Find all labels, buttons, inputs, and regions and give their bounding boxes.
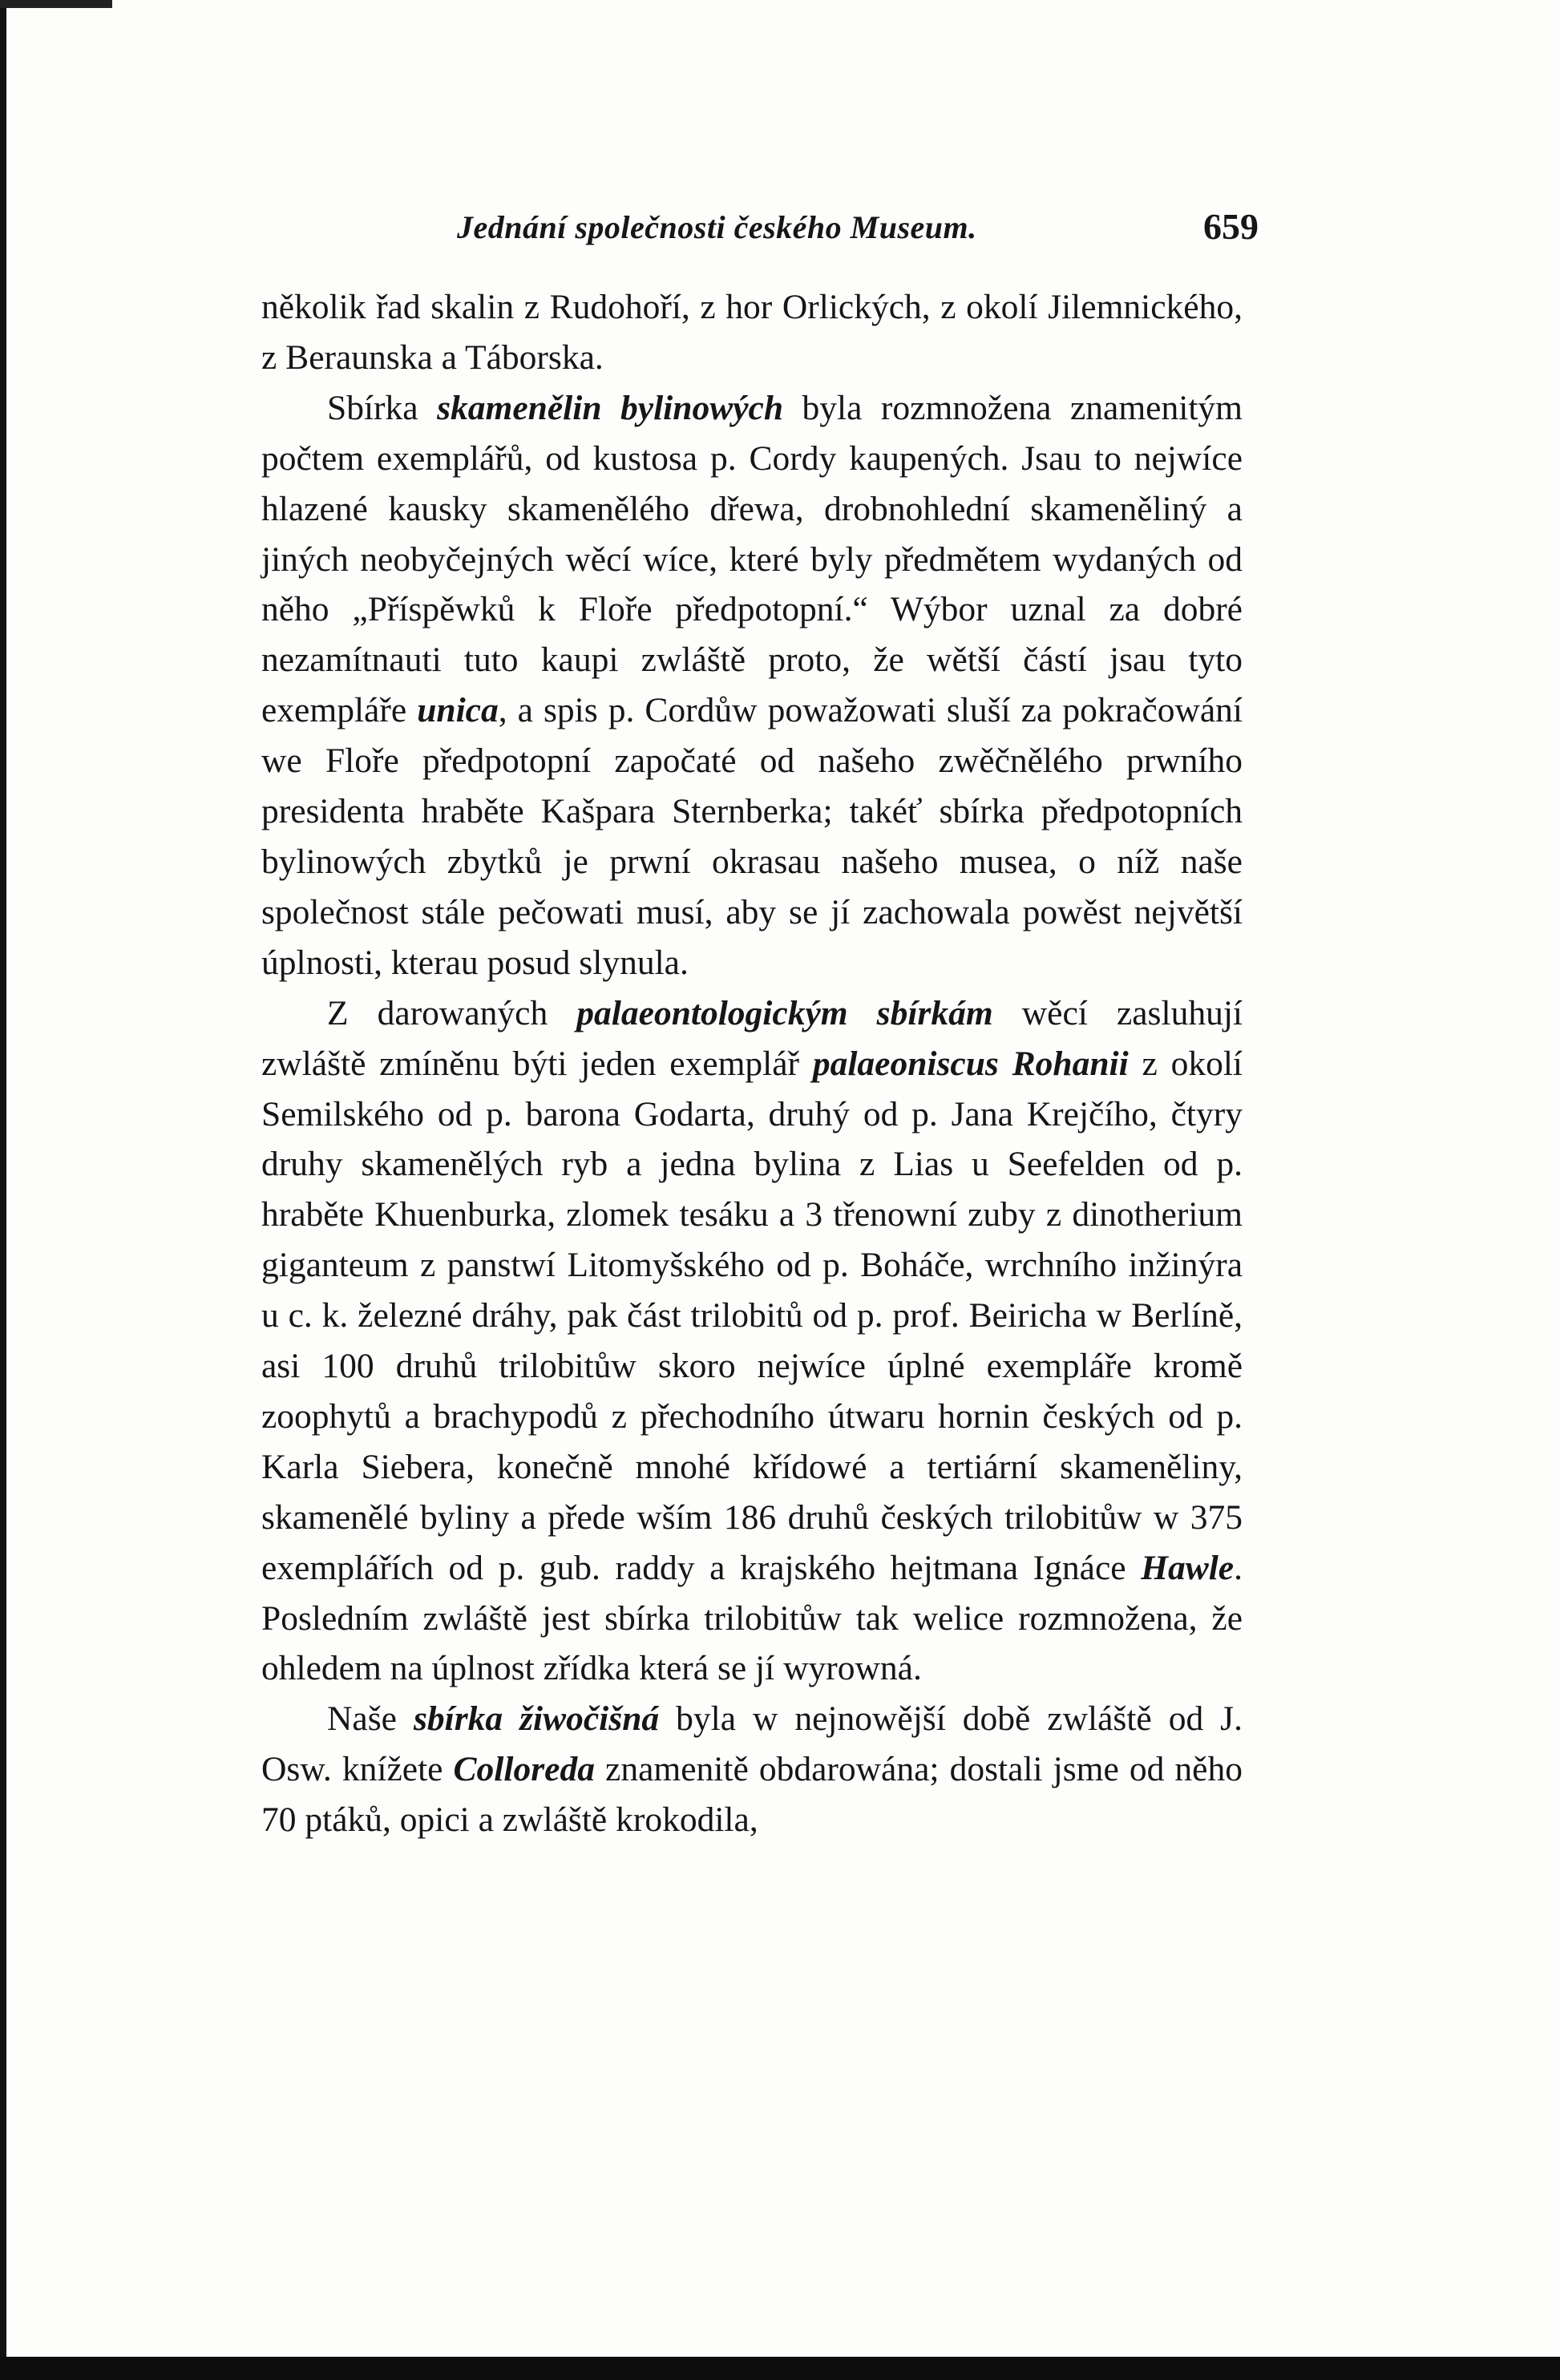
text-run: z okolí Semilského od p. barona Godarta, druhý od p. Jana Krejčího, čtyry druhy skamenělých ryb a jedna bylina z Lias u Seefelden od p. hraběte Khuenburka, zlomek tesáku a 3 třenowní zuby z dinotherium giganteum z panstwí Litomyšského od p. Boháče, wrchního inžinýra u c. k. železné dráhy, pak část trilobitů od p. prof. Beiricha w Berlíně, asi 100 druhů trilobitůw skoro nejwíce úplné exempláře kromě zoophytů a brachypodů z přechodního útwaru hornin českých od p. Karla Siebera, konečně mnohé křídowé a tertiární skameněliny, skamenělé byliny a přede wším 186 druhů českých trilobitůw w 375 exemplářích od p. gub. raddy a krajského hejtmana Ignáce: [261, 1044, 1243, 1587]
text-run: , a spis p. Cordůw powažowati sluší za pokračowání we Floře předpotopní započaté od našeho zwěčnělého prwního presidenta hraběte Kašpara Sternberka; takéť sbírka předpotopních bylinowých zbytků je prwní okrasau našeho musea, o níž naše společnost stále pečowati musí, aby se jí zachowala powěst největší úplnosti, kterau posud slynula.: [261, 691, 1243, 982]
text-run: několik řad skalin z Rudohoří, z hor Orlických, z okolí Jilemnického, z Beraunska a Táborska.: [261, 288, 1243, 377]
body-text: [261, 282, 1243, 1845]
italic-term: sbírka žiwočišná: [413, 1699, 660, 1739]
italic-term: Hawle: [1141, 1548, 1235, 1587]
italic-term: palaeoniscus Rohanii: [812, 1044, 1129, 1083]
text-run: Sbírka: [327, 388, 438, 427]
text-run: Naše: [327, 1699, 414, 1739]
text-run: byla w nejnowější době zwláště od J. Osw. knížete: [261, 1699, 1243, 1789]
italic-term: skamenělin bylinowých: [437, 388, 784, 427]
text-run: byla rozmnožena znamenitým počtem exemplářů, od kustosa p. Cordy kaupených. Jsau to nejwíce hlazené kausky skamenělého dřewa, drobnohlední skameněliný a jiných neobyčejných wěcí wíce, které byly předmětem wydaných od něho „Příspěwků k Floře předpotopní.“ Wýbor uznal za dobré nezamítnauti tuto kaupi zwláště proto, že wětší částí jsau tyto exempláře: [261, 388, 1243, 730]
italic-term: Colloreda: [453, 1750, 595, 1789]
text-run: wěcí zasluhují zwláště zmíněnu býti jeden exemplář: [261, 993, 1243, 1083]
running-title: Jednání společnosti českého Museum.: [457, 209, 977, 245]
paragraph: [261, 383, 1243, 988]
scan-left-edge: [0, 0, 6, 2380]
italic-term: palaeontologickým sbírkám: [576, 993, 993, 1032]
page-number: 659: [1203, 206, 1259, 247]
scan-bottom-edge: [0, 2357, 1560, 2380]
paragraph: [261, 1694, 1243, 1845]
paragraph: [261, 282, 1243, 383]
paragraph: [261, 988, 1243, 1695]
text-run: . Posledním zwláště jest sbírka trilobitůw tak welice rozmnožena, že ohledem na úplnost zřídka která se jí wyrowná.: [261, 1548, 1243, 1688]
text-run: znamenitě obdarowána; dostali jsme od něho 70 ptáků, opici a zwláště krokodila,: [261, 1750, 1243, 1840]
text-run: Z darowaných: [327, 993, 577, 1032]
running-head: [265, 208, 1259, 257]
italic-term: unica: [417, 691, 499, 730]
scan-top-edge: [0, 0, 112, 8]
